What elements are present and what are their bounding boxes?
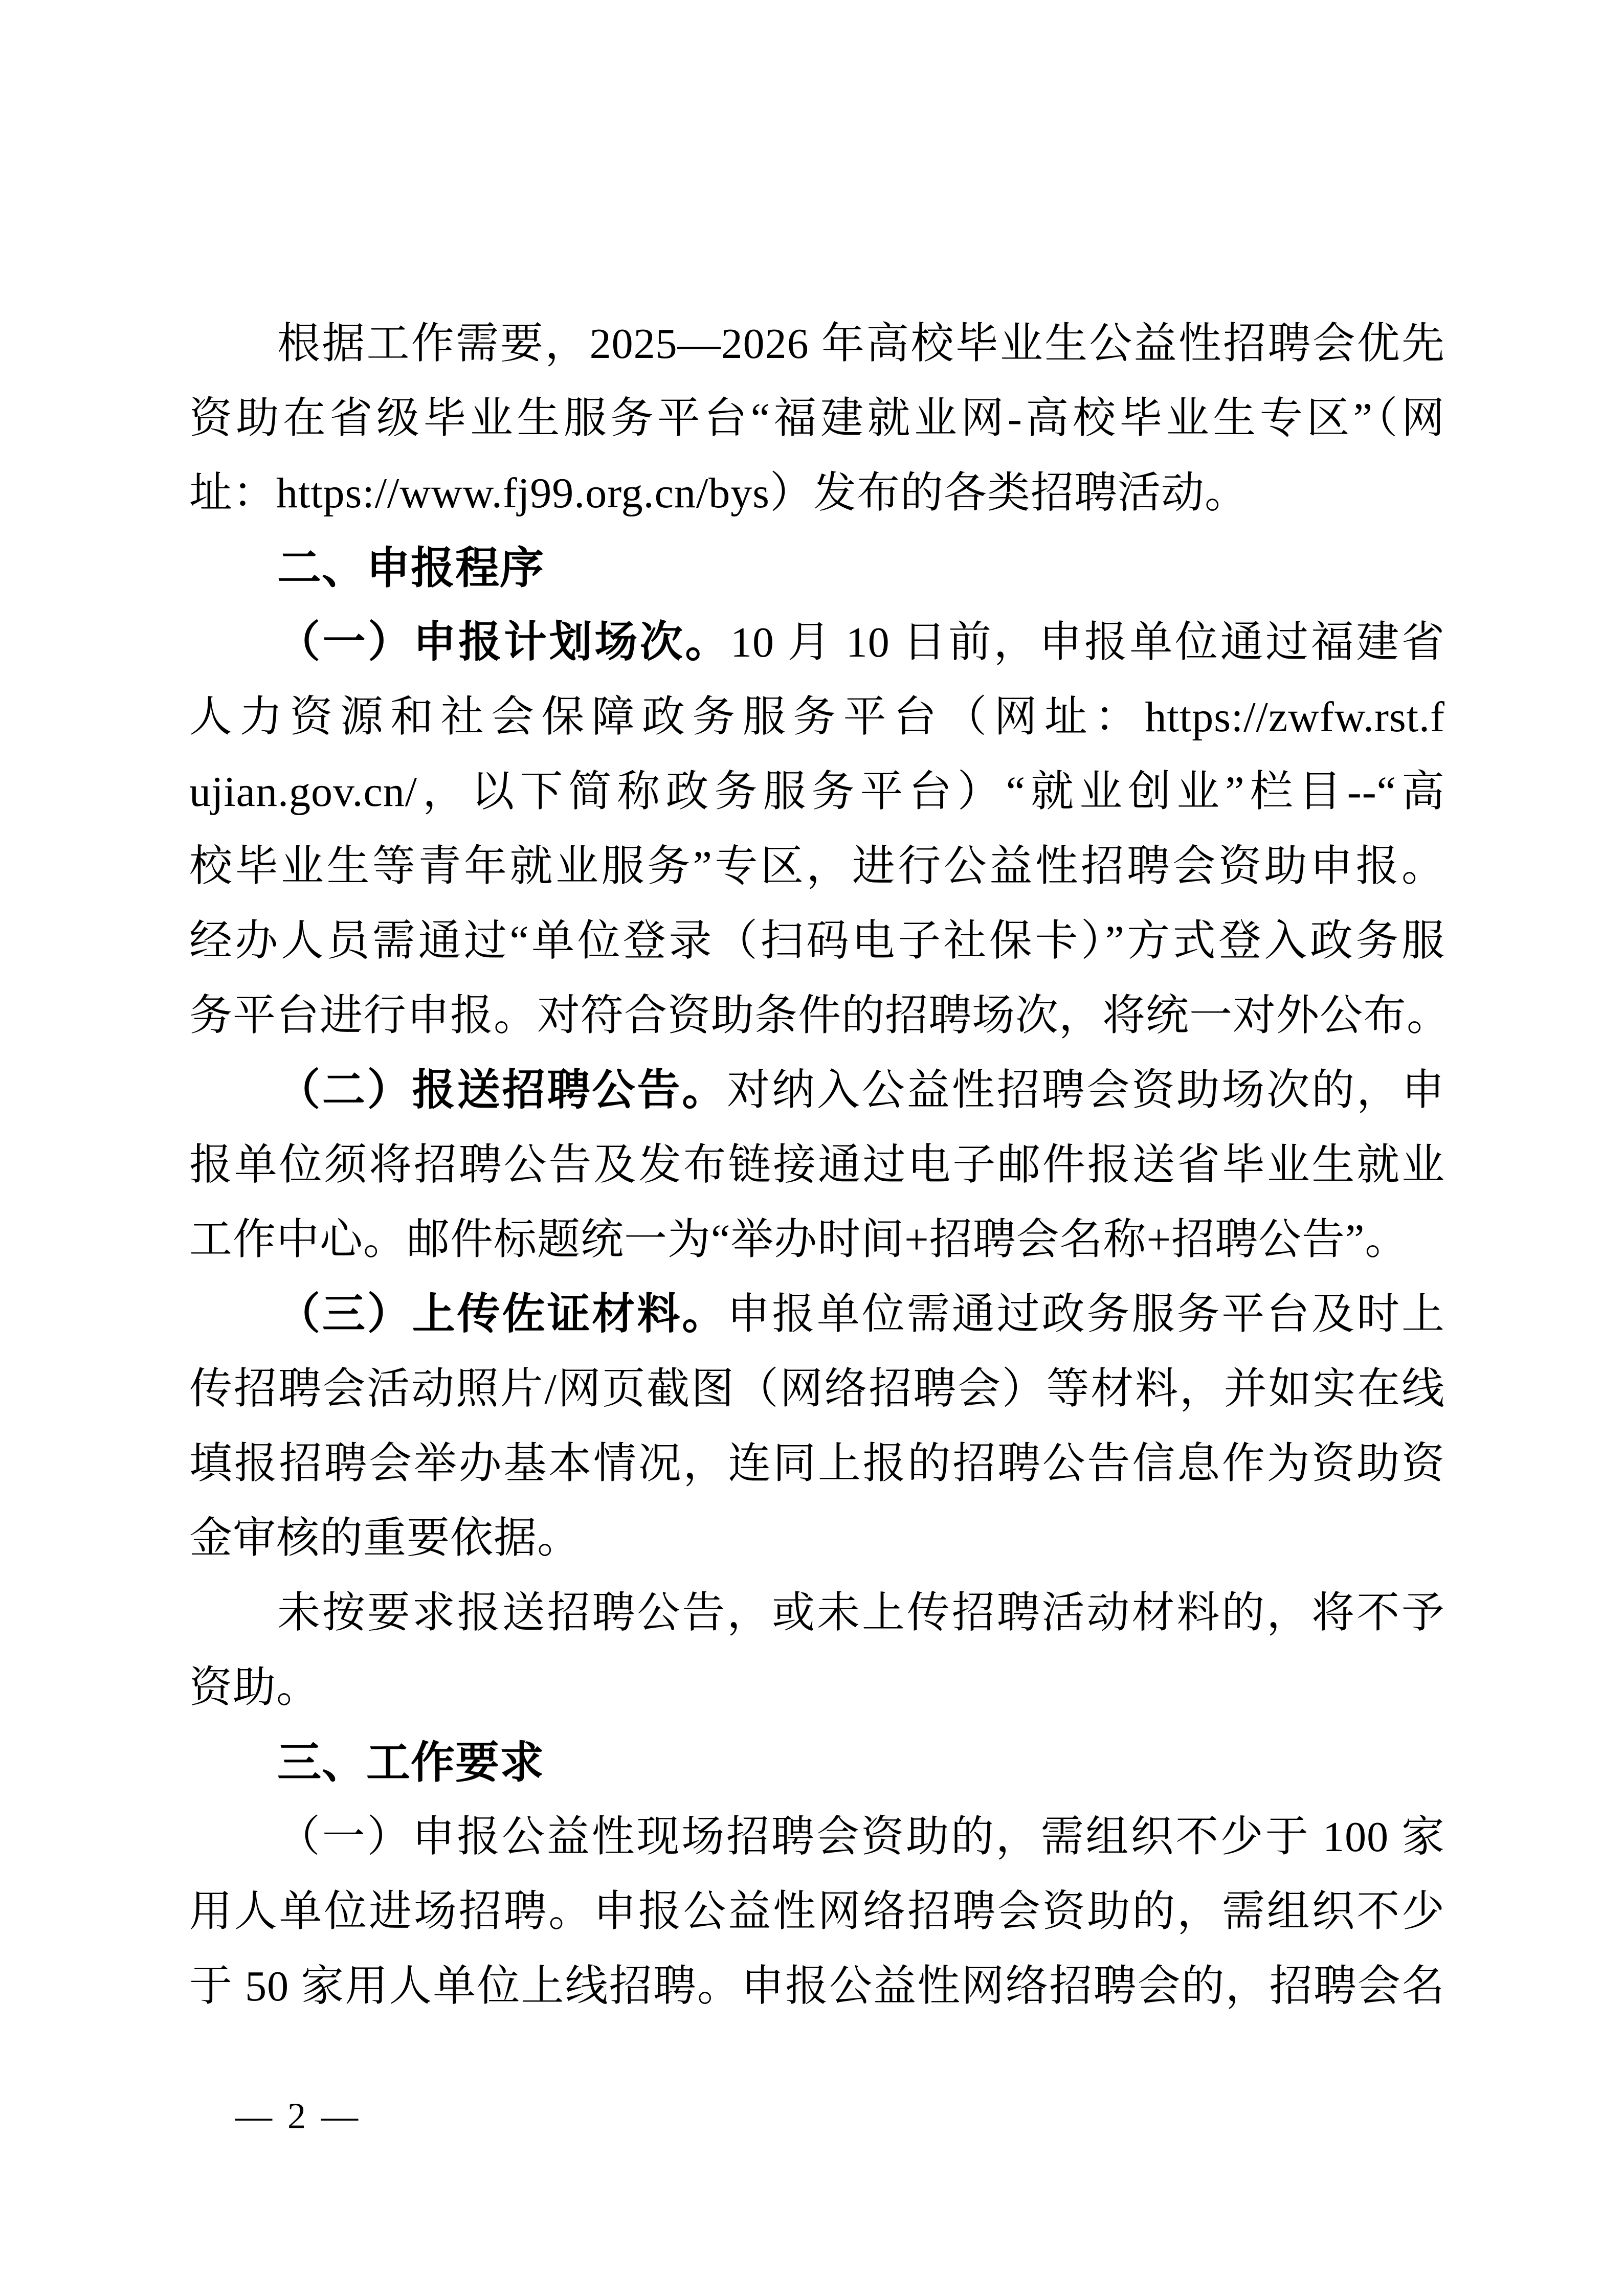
text-line: 工作中心。邮件标题统一为“举办时间+招聘会名称+招聘公告”。 bbox=[189, 1216, 1409, 1264]
text-line: （一）申报公益性现场招聘会资助的，需组织不少于 100 家 bbox=[277, 1813, 1445, 1861]
text-line: 址：https://www.fj99.org.cn/bys）发布的各类招聘活动。 bbox=[189, 469, 1248, 517]
text-line: 传招聘会活动照片/网页截图（网络招聘会）等材料，并如实在线 bbox=[189, 1365, 1445, 1413]
document-body bbox=[189, 307, 1451, 2024]
text-line: 经办人员需通过“单位登录（扫码电子社保卡）”方式登入政务服 bbox=[189, 917, 1445, 965]
section-heading: 三、工作要求 bbox=[277, 1738, 544, 1787]
paragraph-lead: （三）上传佐证材料。 bbox=[277, 1291, 727, 1338]
text-line: 填报招聘会举办基本情况，连同上报的招聘公告信息作为资助资 bbox=[189, 1440, 1445, 1488]
text-line: 人力资源和社会保障政务服务平台（网址：https://zwfw.rst.f bbox=[189, 693, 1445, 741]
text-line: （三）上传佐证材料。申报单位需通过政务服务平台及时上 bbox=[277, 1291, 1445, 1338]
text-line: 资助在省级毕业生服务平台“福建就业网-高校毕业生专区”（网 bbox=[189, 395, 1445, 442]
text-line: 金审核的重要依据。 bbox=[189, 1515, 581, 1562]
paragraph-lead: （一）申报计划场次。 bbox=[277, 619, 730, 666]
text-line: 务平台进行申报。对符合资助条件的招聘场次，将统一对外公布。 bbox=[189, 992, 1451, 1040]
text-line: 未按要求报送招聘公告，或未上传招聘活动材料的，将不予 bbox=[277, 1589, 1445, 1637]
text-line: 校毕业生等青年就业服务”专区，进行公益性招聘会资助申报。 bbox=[189, 843, 1445, 890]
text-line: 根据工作需要，2025—2026 年高校毕业生公益性招聘会优先 bbox=[277, 320, 1445, 368]
section-heading: 二、申报程序 bbox=[277, 544, 544, 593]
page-number: — 2 — bbox=[235, 2096, 361, 2136]
text-line: 用人单位进场招聘。申报公益性网络招聘会资助的，需组织不少 bbox=[189, 1888, 1445, 1935]
text-line: 报单位须将招聘公告及发布链接通过电子邮件报送省毕业生就业 bbox=[189, 1141, 1445, 1189]
text-line: ujian.gov.cn/，以下简称政务服务平台）“就业创业”栏目--“高 bbox=[189, 768, 1445, 816]
paragraph-lead: （二）报送招聘公告。 bbox=[277, 1067, 727, 1114]
text-line: （一）申报计划场次。10 月 10 日前，申报单位通过福建省 bbox=[277, 619, 1445, 666]
text-line: 资助。 bbox=[189, 1664, 320, 1712]
text-line: 于 50 家用人单位上线招聘。申报公益性网络招聘会的，招聘会名 bbox=[189, 1963, 1445, 2010]
text-line: （二）报送招聘公告。对纳入公益性招聘会资助场次的，申 bbox=[277, 1067, 1445, 1114]
